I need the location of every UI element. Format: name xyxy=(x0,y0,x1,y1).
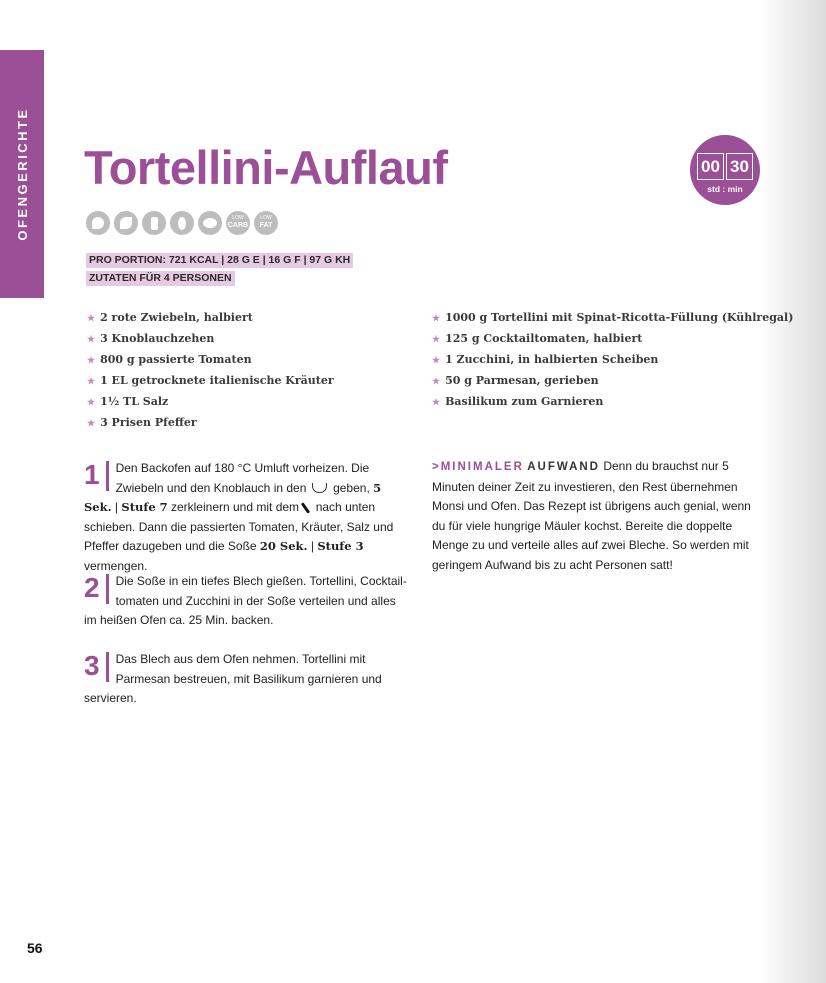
timer-badge xyxy=(690,135,760,205)
star-icon: ★ xyxy=(432,398,441,408)
leaf-icon xyxy=(114,211,138,235)
step-1: 1 Den Backofen auf 180 °C Umluft vorheizen. Die Zwiebeln und den Knoblauch in den geben, 5 Sek. | Stufe 7 zerkleinern und mit dem nach unten schieben. Dann die passierten Tomaten, Kräuter, Salz und Pfeffer dazugeben und die Soße 20 Sek. | Stufe 3 vermengen. xyxy=(84,459,394,573)
nutrition-per-portion: PRO PORTION: 721 KCAL | 28 G E | 16 G F | 97 G KH xyxy=(86,253,353,268)
low-fat-icon xyxy=(254,211,278,235)
step-2 xyxy=(84,572,409,631)
recipe-title: Tortellini-Auflauf xyxy=(84,141,448,194)
star-icon: ★ xyxy=(87,314,96,324)
mixing-bowl-icon xyxy=(312,483,327,493)
ingredient-item: ★ 3 Prisen Pfeffer xyxy=(87,416,197,429)
nutrition-info xyxy=(86,253,353,289)
tip-text: Denn du brauchst nur 5 Minuten deiner Zeit zu investieren, den Rest übernehmen Monsi und Ofen. Das Rezept ist übrigens auch genial, wenn du für viele hungrige Mäuler kochst. Bereite die doppelte Menge zu und verteile alles auf zwei Bleche. So werden mit geringem Aufwand bis zu acht Personen satt! xyxy=(432,459,751,572)
star-icon: ★ xyxy=(432,377,441,387)
star-icon: ★ xyxy=(87,377,96,387)
ingredient-item: ★ 2 rote Zwiebeln, halbiert xyxy=(87,311,253,324)
ingredient-item: ★ 1 Zucchini, in halbierten Scheiben xyxy=(432,353,659,366)
ingredient-item: ★ 50 g Parmesan, gerieben xyxy=(432,374,599,387)
step-bar xyxy=(106,461,109,491)
ingredient-item: ★ Basilikum zum Garnieren xyxy=(432,395,604,408)
ingredients-left xyxy=(87,308,334,434)
page-gutter-shadow xyxy=(760,0,826,983)
tip-lead: >MINIMALER xyxy=(432,461,524,473)
timer-unit: std : min xyxy=(707,184,743,194)
star-icon: ★ xyxy=(87,335,96,345)
star-icon: ★ xyxy=(432,335,441,345)
ingredient-item: ★ 125 g Cocktailtomaten, halbiert xyxy=(432,332,643,345)
timer-minutes: 30 xyxy=(726,153,753,180)
star-icon: ★ xyxy=(87,398,96,408)
category-tab xyxy=(0,50,44,298)
step-number: 2 xyxy=(84,572,100,603)
spatula-icon xyxy=(301,502,310,514)
dairy-icon xyxy=(142,211,166,235)
ingredient-item: ★ 1000 g Tortellini mit Spinat-Ricotta-Füllung (Kühlregal) xyxy=(432,311,794,324)
low-fat-small: LOW xyxy=(260,215,272,221)
step-number: 1 xyxy=(84,459,100,490)
step-text: Das Blech aus dem Ofen nehmen. Tortellini mit Parmesan bestreuen, mit Basilikum garnieren und servieren. xyxy=(84,652,382,705)
step-bar xyxy=(106,574,109,604)
step-bar xyxy=(106,652,109,682)
star-icon: ★ xyxy=(432,356,441,366)
low-carb-small: LOW xyxy=(232,215,244,221)
meat-icon xyxy=(198,211,222,235)
low-carb-word: CARB xyxy=(227,221,249,229)
ingredient-item: ★ 1½ TL Salz xyxy=(87,395,169,408)
step-number: 3 xyxy=(84,650,100,681)
vegetarian-icon xyxy=(86,211,110,235)
step-3 xyxy=(84,650,409,709)
star-icon: ★ xyxy=(87,419,96,429)
gluten-icon xyxy=(170,211,194,235)
ingredients-right xyxy=(432,308,793,413)
star-icon: ★ xyxy=(87,356,96,366)
tip-box xyxy=(432,457,767,575)
nutrition-servings: ZUTATEN FÜR 4 PERSONEN xyxy=(86,271,235,286)
ingredient-item: ★ 3 Knoblauchzehen xyxy=(87,332,215,345)
low-fat-word: FAT xyxy=(259,221,273,229)
category-label: OFENGERICHTE xyxy=(14,107,30,241)
diet-icons xyxy=(86,211,278,235)
tip-lead-2: AUFWAND xyxy=(527,461,600,473)
timer-hours: 00 xyxy=(697,153,724,180)
step-text: Die Soße in ein tiefes Blech gießen. Tortellini, Cocktail-tomaten und Zucchini in der Soße verteilen und alles im heißen Ofen ca. 25 Min. backen. xyxy=(84,574,407,627)
low-carb-icon xyxy=(226,211,250,235)
ingredient-item: ★ 1 EL getrocknete italienische Kräuter xyxy=(87,374,334,387)
star-icon: ★ xyxy=(432,314,441,324)
page-number: 56 xyxy=(27,940,43,956)
ingredient-item: ★ 800 g passierte Tomaten xyxy=(87,353,252,366)
